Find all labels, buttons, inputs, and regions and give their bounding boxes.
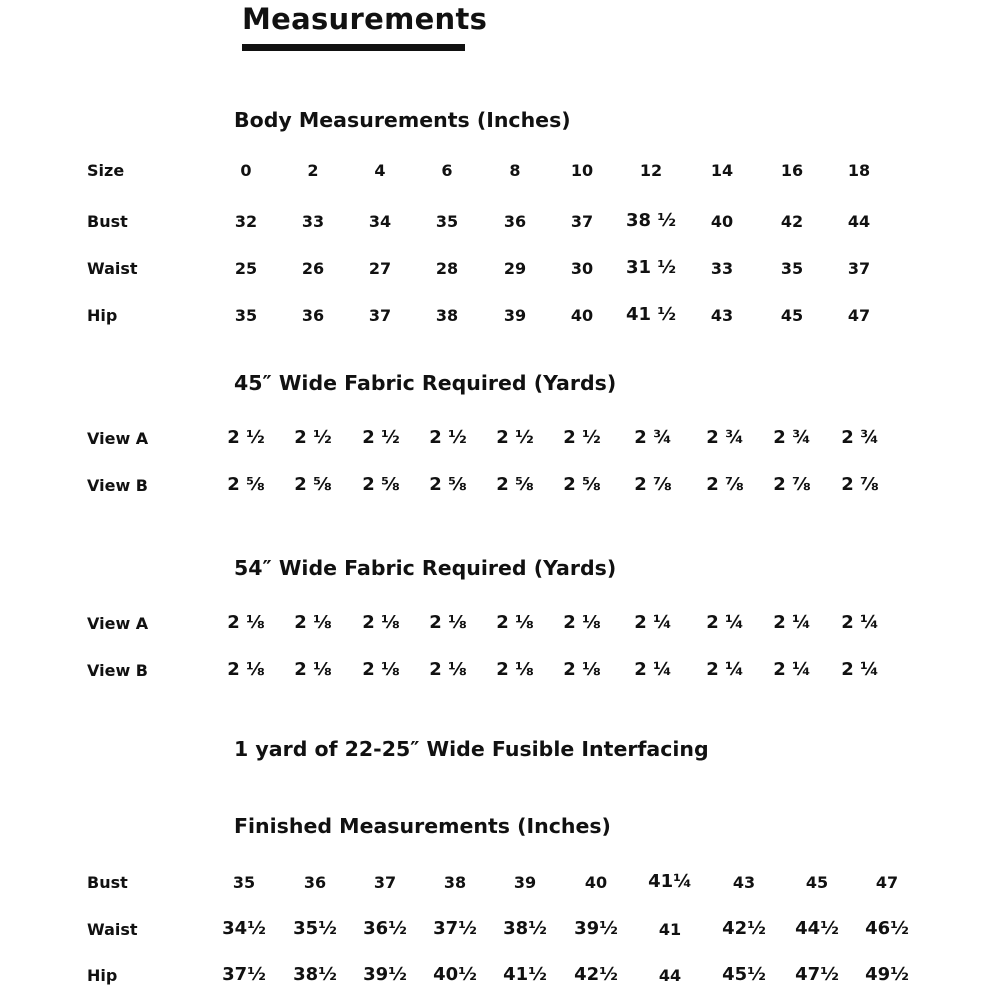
fabric54-view-a-row-label: View A: [87, 614, 149, 633]
finished-waist-row-cell: 38½: [503, 918, 547, 939]
fabric54-view-b-row-cell: 2 ⅛: [362, 659, 400, 680]
fabric45-view-b-row-cell: 2 ⅝: [496, 474, 534, 495]
fabric54-view-a-row-cell: 2 ¼: [634, 612, 672, 633]
body-hip-row-cell: 38: [435, 306, 459, 325]
finished-bust-row-cell: 41¼: [648, 871, 692, 892]
body-hip-row-cell: 47: [847, 306, 871, 325]
finished-waist-row-cell: 37½: [433, 918, 477, 939]
finished-hip-row-cell: 49½: [865, 964, 909, 985]
body-waist-row-cell: 29: [503, 259, 527, 278]
finished-hip-row-cell: 38½: [293, 964, 337, 985]
fabric45-view-a-row-cell: 2 ½: [362, 427, 400, 448]
finished-measurements-heading: Finished Measurements (Inches): [234, 814, 611, 838]
body-bust-row-cell: 32: [234, 212, 258, 231]
finished-waist-row-cell: 46½: [865, 918, 909, 939]
page-title: Measurements: [242, 2, 488, 36]
finished-waist-row-cell: 41: [658, 920, 682, 939]
body-hip-row-label: Hip: [87, 306, 118, 325]
body-hip-row-cell: 39: [503, 306, 527, 325]
body-bust-row-cell: 37: [570, 212, 594, 231]
fabric54-view-a-row-cell: 2 ⅛: [294, 612, 332, 633]
finished-bust-row-cell: 35: [232, 873, 256, 892]
fabric54-view-b-row-cell: 2 ⅛: [563, 659, 601, 680]
fabric45-view-a-row-cell: 2 ¾: [841, 427, 879, 448]
fabric45-view-a-row-cell: 2 ½: [429, 427, 467, 448]
finished-waist-row-cell: 39½: [574, 918, 618, 939]
body-bust-row-cell: 35: [435, 212, 459, 231]
fabric54-view-b-row-cell: 2 ⅛: [227, 659, 265, 680]
finished-waist-row-cell: 34½: [222, 918, 266, 939]
finished-bust-row-cell: 47: [875, 873, 899, 892]
fabric54-view-b-row-cell: 2 ¼: [841, 659, 879, 680]
body-bust-row-cell: 44: [847, 212, 871, 231]
finished-hip-row-cell: 40½: [433, 964, 477, 985]
fabric-45-heading: 45″ Wide Fabric Required (Yards): [234, 371, 617, 395]
fabric45-view-a-row-label: View A: [87, 429, 149, 448]
body-measurements-heading: Body Measurements (Inches): [234, 108, 571, 132]
body-waist-row-cell: 30: [570, 259, 594, 278]
finished-bust-row-label: Bust: [87, 873, 128, 892]
fabric54-view-a-row-cell: 2 ¼: [773, 612, 811, 633]
fabric54-view-a-row-cell: 2 ⅛: [496, 612, 534, 633]
body-hip-row-cell: 36: [301, 306, 325, 325]
fabric45-view-b-row-cell: 2 ⅝: [294, 474, 332, 495]
fabric54-view-a-row-cell: 2 ⅛: [429, 612, 467, 633]
fabric45-view-a-row-cell: 2 ¾: [773, 427, 811, 448]
size-row-cell: 6: [441, 161, 453, 180]
finished-waist-row-label: Waist: [87, 920, 138, 939]
title-underline: [242, 44, 465, 51]
body-hip-row-cell: 37: [368, 306, 392, 325]
fabric54-view-b-row-cell: 2 ¼: [706, 659, 744, 680]
body-bust-row-cell: 40: [710, 212, 734, 231]
fabric54-view-b-row-cell: 2 ⅛: [496, 659, 534, 680]
finished-bust-row-cell: 40: [584, 873, 608, 892]
finished-hip-row-label: Hip: [87, 966, 118, 985]
fabric45-view-b-row-cell: 2 ⅝: [227, 474, 265, 495]
body-bust-row-label: Bust: [87, 212, 128, 231]
body-waist-row-cell: 27: [368, 259, 392, 278]
fabric45-view-b-row-cell: 2 ⅞: [634, 474, 672, 495]
finished-hip-row-cell: 47½: [795, 964, 839, 985]
body-bust-row-cell: 42: [780, 212, 804, 231]
finished-waist-row-cell: 35½: [293, 918, 337, 939]
fabric54-view-b-row-cell: 2 ⅛: [429, 659, 467, 680]
size-row-cell: 14: [710, 161, 734, 180]
fabric54-view-b-row-label: View B: [87, 661, 148, 680]
body-waist-row-cell: 26: [301, 259, 325, 278]
finished-hip-row-cell: 37½: [222, 964, 266, 985]
fabric45-view-a-row-cell: 2 ½: [563, 427, 601, 448]
fabric45-view-a-row-cell: 2 ½: [294, 427, 332, 448]
fabric54-view-a-row-cell: 2 ⅛: [563, 612, 601, 633]
body-bust-row-cell: 33: [301, 212, 325, 231]
fabric54-view-a-row-cell: 2 ¼: [841, 612, 879, 633]
finished-waist-row-cell: 42½: [722, 918, 766, 939]
finished-bust-row-cell: 43: [732, 873, 756, 892]
body-waist-row-cell: 31 ½: [626, 257, 676, 278]
body-waist-row-cell: 37: [847, 259, 871, 278]
fabric54-view-b-row-cell: 2 ⅛: [294, 659, 332, 680]
fabric45-view-b-row-cell: 2 ⅞: [773, 474, 811, 495]
fabric-54-heading: 54″ Wide Fabric Required (Yards): [234, 556, 617, 580]
body-hip-row-cell: 43: [710, 306, 734, 325]
finished-hip-row-cell: 42½: [574, 964, 618, 985]
fabric45-view-b-row-label: View B: [87, 476, 148, 495]
fabric45-view-b-row-cell: 2 ⅞: [841, 474, 879, 495]
fabric45-view-b-row-cell: 2 ⅝: [429, 474, 467, 495]
size-row-cell: 10: [570, 161, 594, 180]
body-bust-row-cell: 38 ½: [626, 210, 676, 231]
fabric54-view-b-row-cell: 2 ¼: [634, 659, 672, 680]
body-waist-row-cell: 33: [710, 259, 734, 278]
body-bust-row-cell: 36: [503, 212, 527, 231]
size-row-cell: 4: [374, 161, 386, 180]
fabric54-view-b-row-cell: 2 ¼: [773, 659, 811, 680]
finished-bust-row-cell: 38: [443, 873, 467, 892]
fabric45-view-a-row-cell: 2 ¾: [706, 427, 744, 448]
size-row-cell: 12: [639, 161, 663, 180]
finished-waist-row-cell: 36½: [363, 918, 407, 939]
body-waist-row-cell: 28: [435, 259, 459, 278]
body-hip-row-cell: 35: [234, 306, 258, 325]
fabric45-view-b-row-cell: 2 ⅝: [563, 474, 601, 495]
finished-bust-row-cell: 45: [805, 873, 829, 892]
body-waist-row-label: Waist: [87, 259, 138, 278]
size-row-cell: 0: [240, 161, 252, 180]
body-hip-row-cell: 41 ½: [626, 304, 676, 325]
size-row-label: Size: [87, 161, 125, 180]
fabric54-view-a-row-cell: 2 ⅛: [227, 612, 265, 633]
size-row-cell: 16: [780, 161, 804, 180]
body-waist-row-cell: 35: [780, 259, 804, 278]
body-hip-row-cell: 45: [780, 306, 804, 325]
finished-hip-row-cell: 45½: [722, 964, 766, 985]
fabric45-view-b-row-cell: 2 ⅝: [362, 474, 400, 495]
size-row-cell: 18: [847, 161, 871, 180]
body-hip-row-cell: 40: [570, 306, 594, 325]
finished-waist-row-cell: 44½: [795, 918, 839, 939]
fabric45-view-a-row-cell: 2 ¾: [634, 427, 672, 448]
fabric54-view-a-row-cell: 2 ⅛: [362, 612, 400, 633]
fabric45-view-a-row-cell: 2 ½: [227, 427, 265, 448]
interfacing-note: 1 yard of 22-25″ Wide Fusible Interfacing: [234, 737, 709, 761]
finished-hip-row-cell: 39½: [363, 964, 407, 985]
body-waist-row-cell: 25: [234, 259, 258, 278]
size-row-cell: 8: [509, 161, 521, 180]
body-bust-row-cell: 34: [368, 212, 392, 231]
finished-hip-row-cell: 44: [658, 966, 682, 985]
finished-bust-row-cell: 39: [513, 873, 537, 892]
fabric45-view-a-row-cell: 2 ½: [496, 427, 534, 448]
finished-bust-row-cell: 36: [303, 873, 327, 892]
fabric45-view-b-row-cell: 2 ⅞: [706, 474, 744, 495]
fabric54-view-a-row-cell: 2 ¼: [706, 612, 744, 633]
finished-bust-row-cell: 37: [373, 873, 397, 892]
size-row-cell: 2: [307, 161, 319, 180]
finished-hip-row-cell: 41½: [503, 964, 547, 985]
